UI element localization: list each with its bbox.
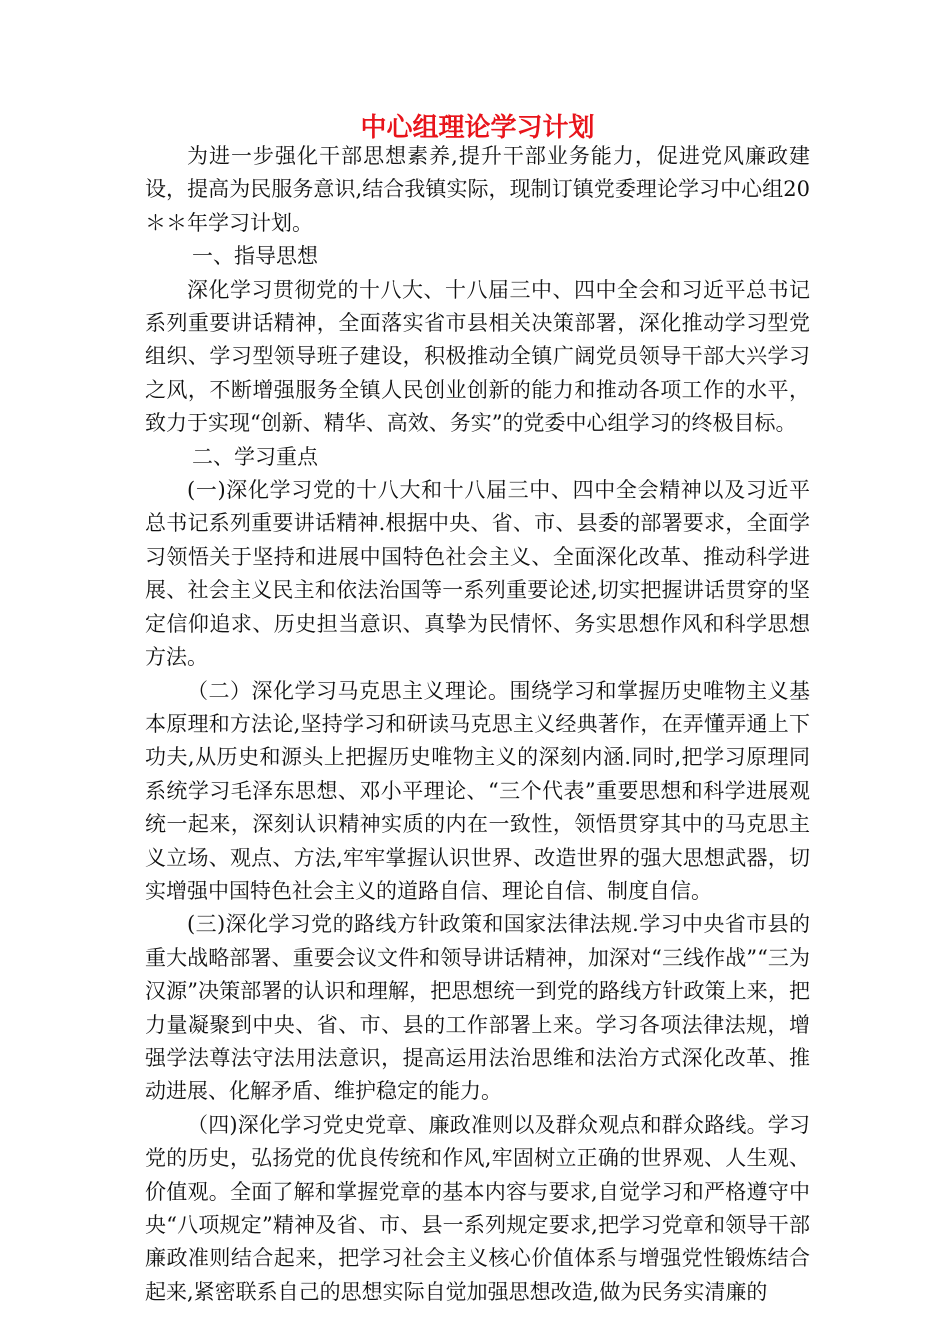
section-heading-study-focus: 二、学习重点 bbox=[192, 444, 318, 469]
section-heading-guiding-thought: 一、指导思想 bbox=[192, 244, 318, 269]
study-focus-item-4: （四)深化学习党史党章、廉政准则以及群众观点和群众路线。学习党的历史，弘扬党的优良传统和作风,牢固树立正确的世界观、人生观、价值观。全面了解和掌握党章的基本内容与要求,自觉学习和严格遵守中央“八项规定”精神及省、市、县一系列规定要求,把学习党章和领导干部廉政准则结合起来，把学习社会主义核心价值体系与增强党性锻炼结合起来,紧密联系自己的思想实际自觉加强思想改造,做为民务实清廉的 bbox=[145, 1112, 810, 1304]
study-focus-item-1: (一)深化学习党的十八大和十八届三中、四中全会精神以及习近平总书记系列重要讲话精神.根据中央、省、市、县委的部署要求，全面学习领悟关于坚持和进展中国特色社会主义、全面深化改革、推动科学进展、社会主义民主和依法治国等一系列重要论述,切实把握讲话贯穿的坚定信仰追求、历史担当意识、真挚为民情怀、务实思想作风和科学思想方法。 bbox=[145, 478, 810, 670]
study-focus-item-2: （二）深化学习马克思主义理论。围绕学习和掌握历史唯物主义基本原理和方法论,坚持学习和研读马克思主义经典著作，在弄懂弄通上下功夫,从历史和源头上把握历史唯物主义的深刻内涵.同时,把学习原理同系统学习毛泽东思想、邓小平理论、“三个代表”重要思想和科学进展观统一起来，深刻认识精神实质的内在一致性，领悟贯穿其中的马克思主义立场、观点、方法,牢牢掌握认识世界、改造世界的强大思想武器，切实增强中国特色社会主义的道路自信、理论自信、制度自信。 bbox=[145, 678, 810, 903]
guiding-thought-paragraph: 深化学习贯彻党的十八大、十八届三中、四中全会和习近平总书记系列重要讲话精神，全面落实省市县相关决策部署，深化推动学习型党组织、学习型领导班子建设，积极推动全镇广阔党员领导干部大兴学习之风，不断增强服务全镇人民创业创新的能力和推动各项工作的水平，致力于实现“创新、精华、高效、务实”的党委中心组学习的终极目标。 bbox=[145, 277, 810, 436]
study-focus-item-3: (三)深化学习党的路线方针政策和国家法律法规.学习中央省市县的重大战略部署、重要会议文件和领导讲话精神，加深对“三线作战”“三为汉源”决策部署的认识和理解，把思想统一到党的路线方针政策上来，把力量凝聚到中央、省、市、县的工作部署上来。学习各项法律法规，增强学法尊法守法用法意识，提高运用法治思维和法治方式深化改革、推动进展、化解矛盾、维护稳定的能力。 bbox=[145, 912, 810, 1104]
document-title: 中心组理论学习计划 bbox=[360, 113, 595, 143]
document-page bbox=[145, 108, 810, 1309]
intro-paragraph: 为进一步强化干部思想素养,提升干部业务能力，促进党风廉政建设，提高为民服务意识,结合我镇实际，现制订镇党委理论学习中心组20＊＊年学习计划。 bbox=[145, 144, 810, 235]
